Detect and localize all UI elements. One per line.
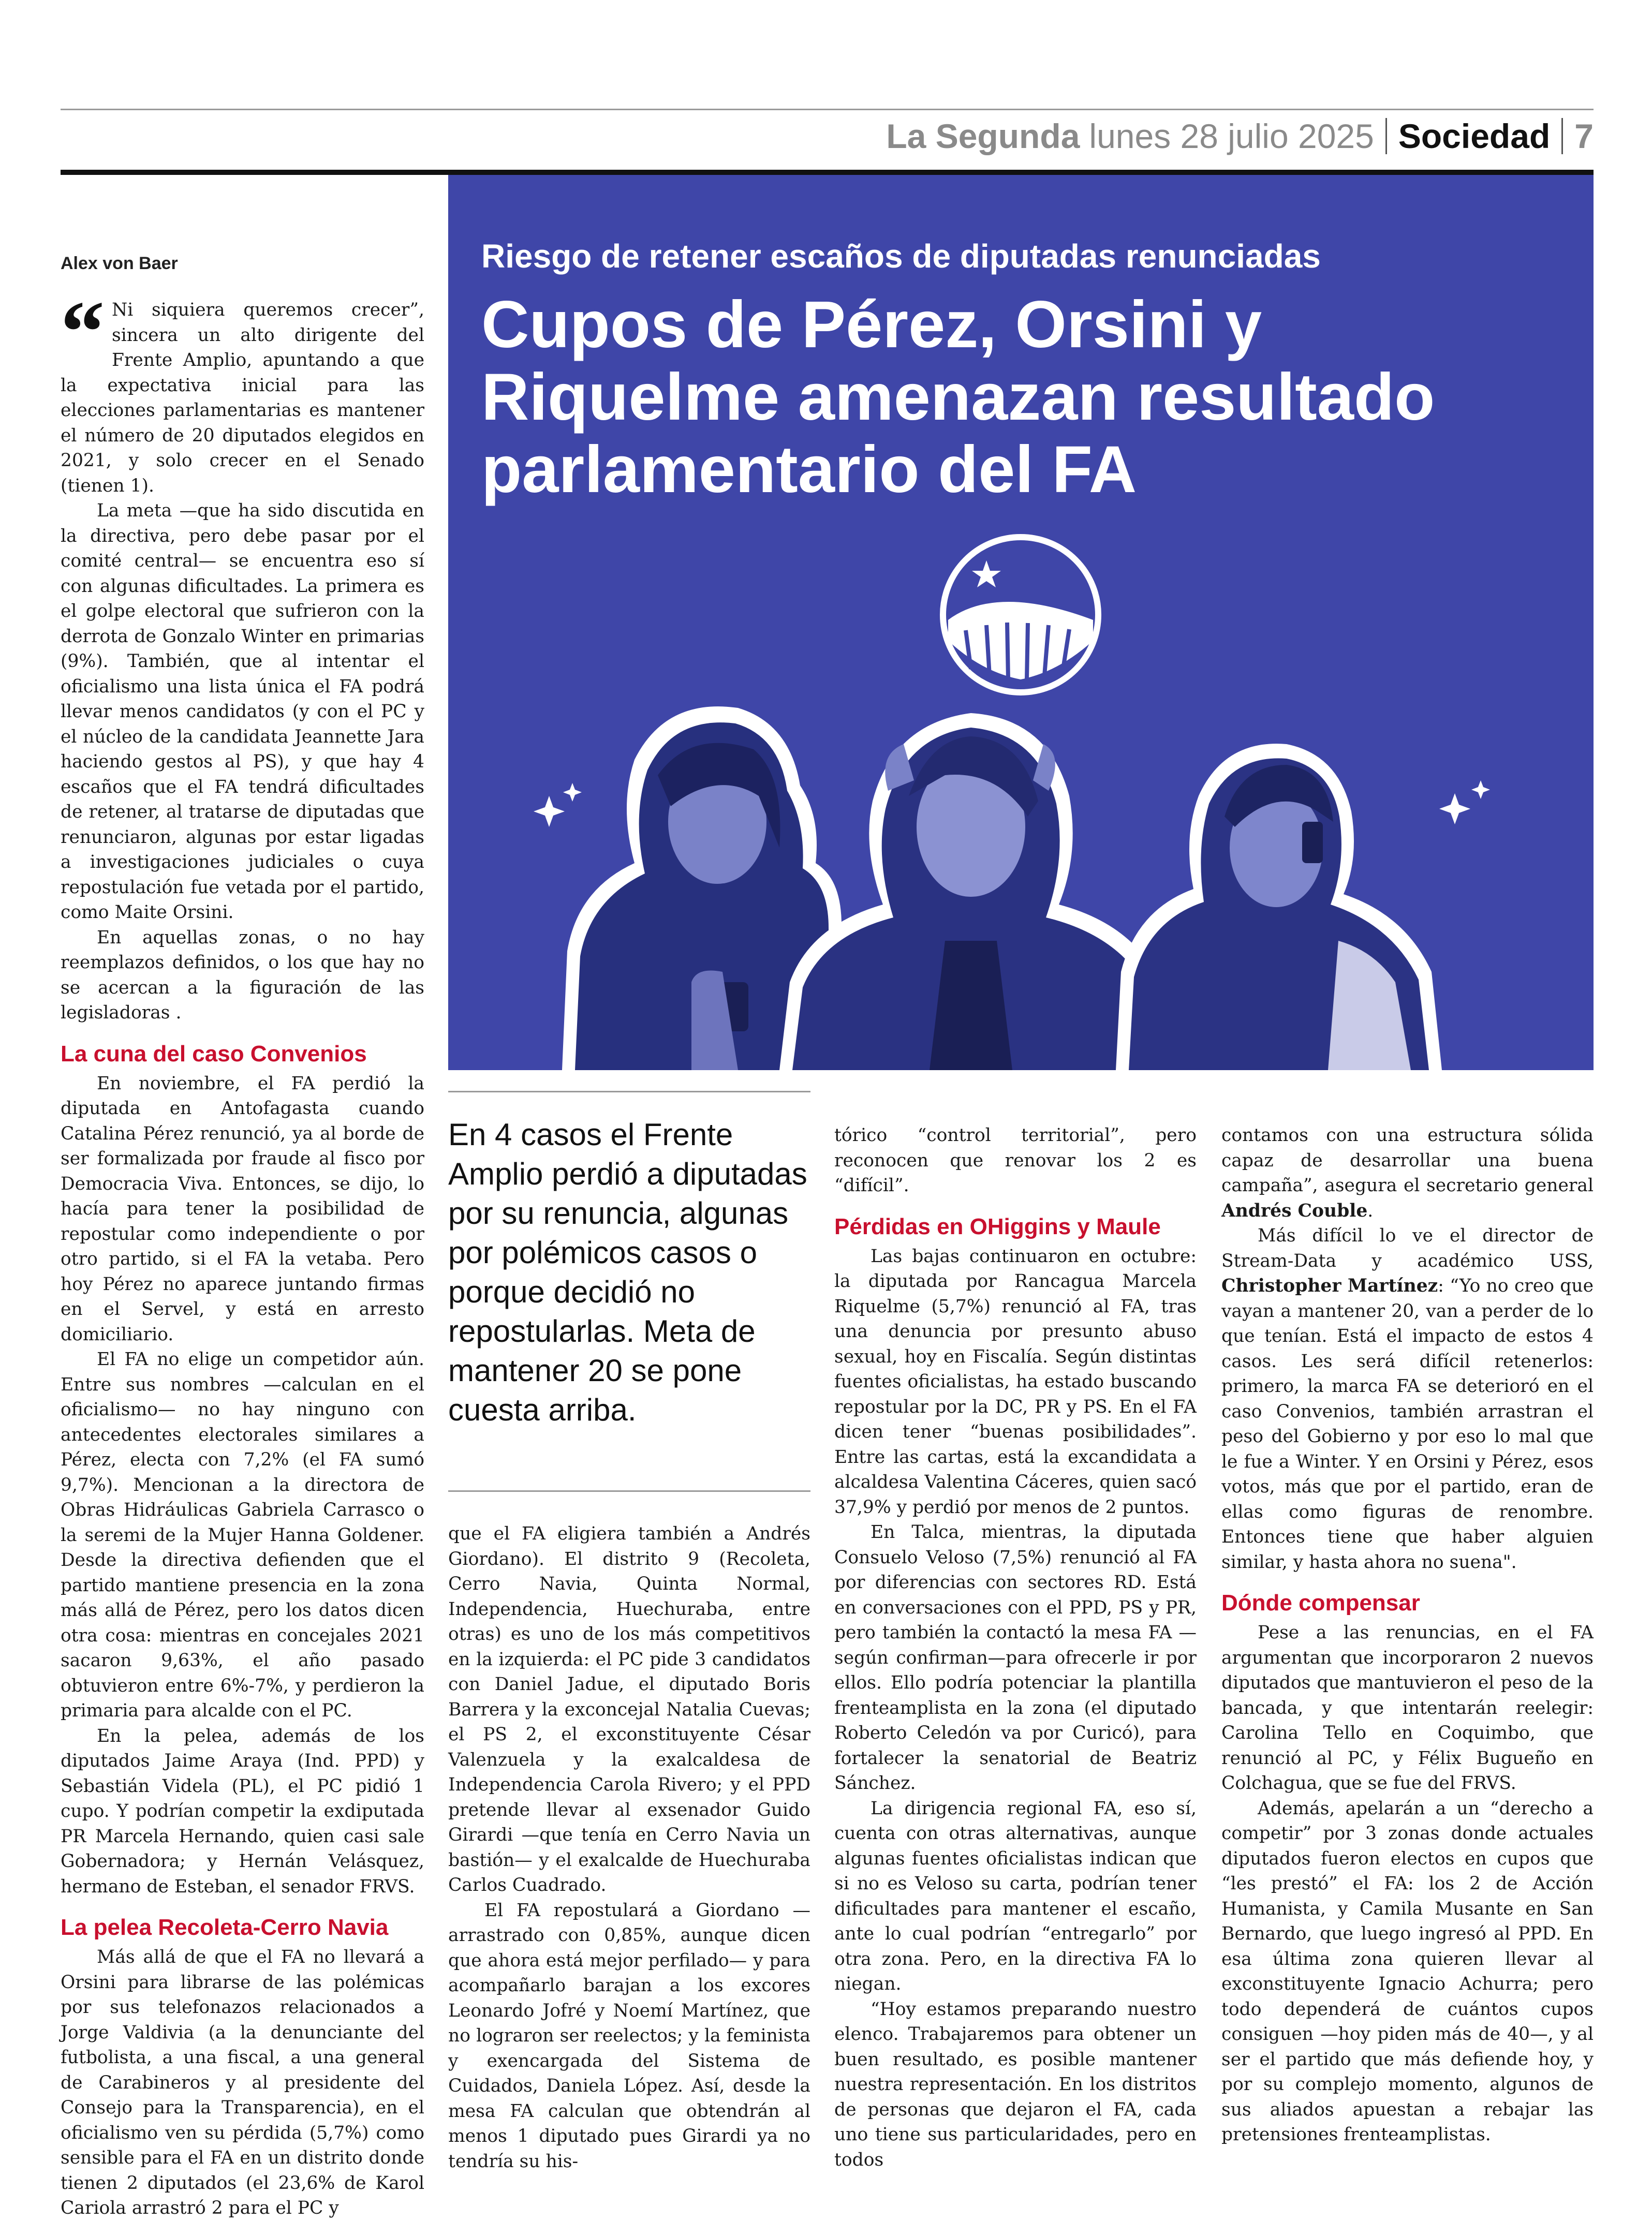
top-rule [61, 109, 1594, 110]
headline: Cupos de Pérez, Orsini y Riquelme amenazan resultado parlamentario del FA [481, 288, 1435, 507]
column-3 [834, 1123, 1197, 2172]
paragraph: La dirigencia regional FA, eso sí, cuenta con otras alternativas, aunque algunas fuentes oficialistas indican que si no es Veloso su carta, podrían tener dificultades para mantener el escaño, ante lo cual podrían “entregarlo” por otra zona. Pero, en la directiva FA lo niegan. [834, 1798, 1197, 1994]
paragraph: En Talca, mientras, la diputada Consuelo Veloso (7,5%) renunció al FA por diferencias con sectores RD. Está en conversaciones con el PPD, PS y PR, pero también la contactó la mesa FA —según confirman—para ofrecerle ir por ellos. Ello podría potenciar la plantilla frenteamplista en la zona (el diputado Roberto Celedón va por Curicó), para fortalecer la senatorial de Beatriz Sánchez. [834, 1522, 1197, 1794]
paragraph: “Hoy estamos preparando nuestro elenco. Trabajaremos para obtener un buen resultado, es posible mantener nuestra representación. En los distritos de personas que dejaron el FA, cada uno tiene sus particularidades, pero en todos [834, 1998, 1197, 2170]
header-thick-rule [61, 170, 1594, 175]
pullquote-top-rule [448, 1091, 810, 1092]
column-1 [61, 283, 424, 2221]
kicker: Riesgo de retener escaños de diputadas renunciadas [481, 238, 1321, 275]
column-2 [448, 1521, 810, 2174]
paragraph: que el FA eligiera también a Andrés Giordano). El distrito 9 (Recoleta, Cerro Navia, Quinta Normal, Independencia, Huechuraba, entre otras) es uno de los más competitivos en la izquierda: el PC pide 3 candidatos con Daniel Jadue, el diputado Boris Barrera y la exconcejal Natalia Cuevas; el PS 2, el exconstituyente César Valenzuela y la exalcaldesa de Independencia Carola Rivero; y el PPD pretende llevar al exsenador Guido Girardi —que tenía en Cerro Navia un bastión— y el exalcalde de Huechuraba Carlos Cuadrado. [448, 1523, 810, 1896]
sparkle-right-icon [1439, 780, 1490, 824]
source-name: Andrés Couble [1221, 1200, 1368, 1221]
subheading: Pérdidas en OHiggins y Maule [834, 1213, 1161, 1239]
subheading: La cuna del caso Convenios [61, 1041, 367, 1067]
lead-text: Ni siquiera queremos crecer”, sincera un alto dirigente del Frente Amplio, apuntando a que la expectativa inicial para las elecciones parlamentarias es mantener el número de 20 diputados elegidos en 2021, y solo crecer en el Senado (tienen 1). [61, 300, 424, 496]
section-name: Sociedad [1398, 117, 1551, 155]
paragraph: El FA repostulará a Giordano —arrastrado con 0,85%, aunque dicen que ahora está mejor perfilado— y para acompañarlo barajan a los excores Leonardo Jofré y Noemí Martínez, que no lograron ser reelectos; y la feminista y exencargada del Sistema de Cuidados, Daniela López. Así, desde la mesa FA calculan que obtendrán al menos 1 diputado pues Girardi ya no tendría su his- [448, 1900, 810, 2172]
issue-date: lunes 28 julio 2025 [1089, 117, 1374, 155]
portrait-right [1116, 744, 1442, 1070]
subheading: La pelea Recoleta-Cerro Navia [61, 1915, 389, 1940]
paragraph: Además, apelarán a un “derecho a competir” por 3 zonas donde actuales diputados fueron electos en cupos que “les prestó” el FA: los 2 de Acción Humanista, y Camila Musante en San Bernardo, que luego ingresó al PPD. En esa última zona quieren llevar al exconstituyente Ignacio Achurra; pero todo dependerá de cuántos cupos consiguen —hoy piden más de 40—, y al ser el partido que más defiende hoy, y por su complejo momento, algunos de sus aliados apuestan a rebajar las pretensiones frenteamplistas. [1221, 1798, 1594, 2145]
lead-paragraph [61, 283, 424, 498]
paragraph: Más allá de que el FA no llevará a Orsini para librarse de las polémicas por sus telefonazos relacionados a Jorge Valdivia (a la denunciante del futbolista, a una fiscal, a una general de Carabineros y al presidente del Consejo para la Transparencia), en el oficialismo ven su pérdida (5,7%) como sensible para el FA en un distrito donde tienen 2 diputados (el 23,6% de Karol Cariola arrastró 2 para el PC y [61, 1947, 424, 2218]
paragraph: Más difícil lo ve el director de Stream-Data y académico USS, Christopher Martínez: “Yo no creo que vayan a mantener 20, van a perder de lo que tenían. Está el impacto de estos 4 casos. Les será difícil retenerlos: primero, la marca FA se deterioró en el caso Convenios, también arrastran el peso del Gobierno y por eso lo mal que le fue a Winter. Y en Orsini y Pérez, esos votos, más que por el partido, eran de ellas como figuras de renombre. Entonces tiene que haber alguien similar, y hasta ahora no suena". [1221, 1225, 1594, 1573]
paragraph: Las bajas continuaron en octubre: la diputada por Rancagua Marcela Riquelme (5,7%) renunció al FA, tras una denuncia por presunto abuso sexual, hoy en Fiscalía. Según distintas fuentes oficialistas, ha estado buscando repostular por la DC, PR y PS. En el FA dicen tener “buenas posibilidades”. Entre las cartas, está la excandidata a alcaldesa Valentina Cáceres, quien sacó 37,9% y perdió por menos de 2 puntos. [834, 1246, 1197, 1518]
paragraph: El FA no elige un competidor aún. Entre sus nombres —calculan en el oficialismo— no hay ninguno con antecedentes electorales similares a Pérez, electa con 7,2% (el FA sumó 9,7%). Mencionan a la directora de Obras Hidráulicas Gabriela Carrasco o la seremi de la Mujer Hanna Goldener. Desde la directiva defienden que el partido mantiene presencia en la zona más allá de Pérez, pero los datos dicen otra cosa: mientras en concejales 2021 sacaron 9,63%, el año pasado obtuvieron entre 6%-7%, y perdieron la primaria para alcalde con el PC. [61, 1349, 424, 1721]
portrait-center [779, 713, 1168, 1070]
masthead-info [886, 113, 1594, 159]
page-number: 7 [1574, 117, 1594, 155]
open-quote-icon: “ [61, 283, 105, 380]
paragraph: La meta —que ha sido discutida en la directiva, pero debe pasar por el comité central— se encuentra eso sí con algunas dificultades. La primera es el golpe electoral que sufrieron con la derrota de Gonzalo Winter en primarias (9%). También, que al intentar el oficialismo una lista única el FA podrá llevar menos candidatos (y con el PC y el núcleo de la candidata Jeannette Jara haciendo gestos al PS), y que hay 4 escaños que el FA tendrá dificultades de retener, al tratarse de diputadas que renunciaron, algunas por estar ligadas a investigaciones judiciales o cuya repostulación fue vetada por el partido, como Maite Orsini. [61, 500, 424, 923]
paragraph: contamos con una estructura sólida capaz de desarrollar una buena campaña”, asegura el secretario general Andrés Couble. [1221, 1125, 1594, 1221]
byline: Alex von Baer [61, 254, 178, 273]
masthead [61, 113, 1594, 159]
sparkle-left-icon [534, 783, 582, 827]
paragraph: Pese a las renuncias, en el FA argumentan que incorporaron 2 nuevos diputados que mantuvieron el peso de la bancada, y que intentarán reelegir: Carolina Tello en Coquimbo, que renunció al PC, y Félix Bugueño en Colchagua, que se fue del FRVS. [1221, 1622, 1594, 1794]
paragraph: En la pelea, además de los diputados Jaime Araya (Ind. PPD) y Sebastián Videla (PL), el PC pidió 1 cupo. Y podrían competir la exdiputada PR Marcela Hernando, quien casi sale Gobernadora; y Hernán Velásquez, hermano de Esteban, el senador FRVS. [61, 1725, 424, 1897]
newspaper-name: La Segunda [886, 117, 1080, 155]
column-4 [1221, 1123, 1594, 2148]
party-emblem-icon [943, 537, 1098, 692]
paragraph: En aquellas zonas, o no hay reemplazos definidos, o los que hay no se acercan a la figuración de las legisladoras . [61, 927, 424, 1023]
paragraph: tórico “control territorial”, pero reconocen que renovar los 2 es “difícil”. [834, 1125, 1197, 1196]
hero-banner [448, 175, 1594, 1070]
pullquote-bottom-rule [448, 1490, 810, 1492]
subheading: Dónde compensar [1221, 1590, 1420, 1616]
masthead-divider-2 [1561, 118, 1563, 154]
pullquote: En 4 casos el Frente Amplio perdió a diputadas por su renuncia, algunas por polémicos casos o porque decidió no repostularlas. Meta de mantener 20 se pone cuesta arriba. [448, 1117, 807, 1427]
paragraph: En noviembre, el FA perdió la diputada en Antofagasta cuando Catalina Pérez renunció, ya al borde de ser formalizada por fraude al fisco por Democracia Viva. Entonces, se dijo, lo hacía para tener la posibilidad de repostular como independiente o por otro partido, si el FA la vetaba. Pero hoy Pérez no aparece juntando firmas en el Servel, y está en arresto domiciliario. [61, 1073, 424, 1345]
masthead-divider [1385, 118, 1387, 154]
source-name: Christopher Martínez [1221, 1276, 1438, 1296]
